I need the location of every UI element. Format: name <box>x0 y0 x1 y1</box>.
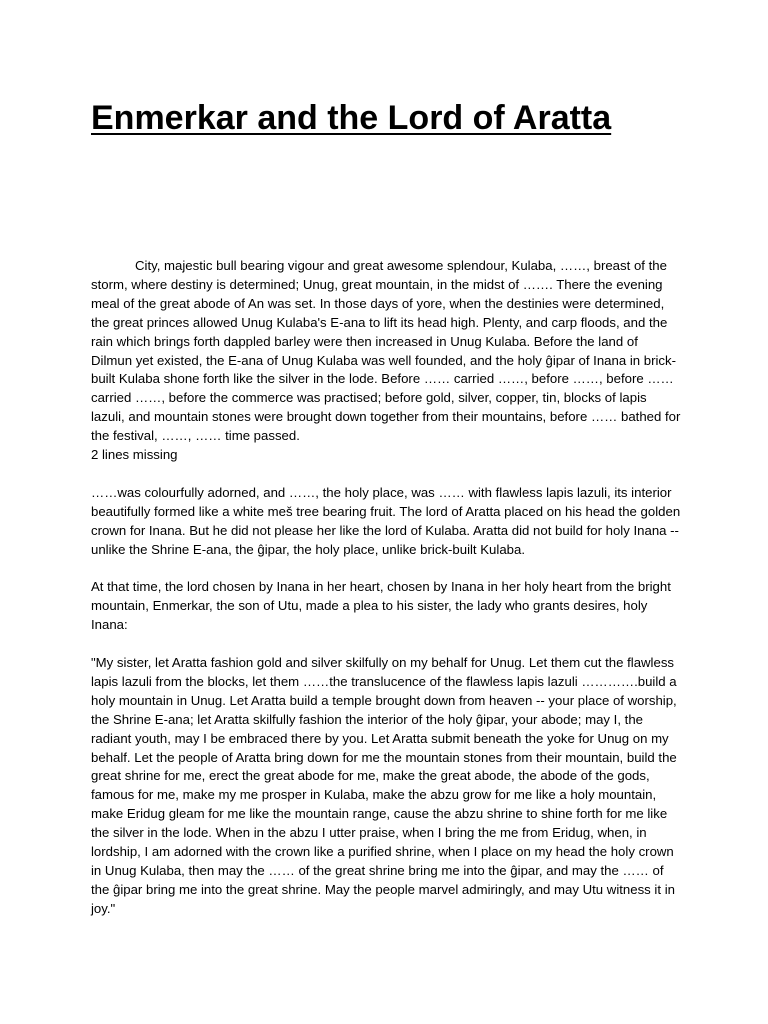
missing-lines-note: 2 lines missing <box>91 447 178 463</box>
paragraph-plea: "My sister, let Aratta fashion gold and silver skilfully on my behalf for Unug. Let them cut the flawless lapis lazuli from the blocks, let them ……the translucence of the flawless lapis lazuli ………….build a holy mountain in Unug. Let Aratta build a temple brought down from heaven -- your place of worship, the Shrine E-ana; let Aratta skilfully fashion the interior of the holy ĝipar, your abode; may I, the radiant youth, may I be embraced there by you. Let Aratta submit beneath the yoke for Unug on my behalf. Let the people of Aratta bring down for me the mountain stones from their mountain, build the great shrine for me, erect the great abode for me, make the great abode, the abode of the gods, famous for me, make my me prosper in Kulaba, make the abzu grow for me like a holy mountain, make Eridug gleam for me like the mountain range, cause the abzu shrine to shine forth for me like the silver in the lode. When in the abzu I utter praise, when I bring the me from Eridug, when, in lordship, I am adorned with the crown like a purified shrine, when I place on my head the holy crown in Unug Kulaba, then may the …… of the great shrine bring me into the ĝipar, and may the …… of the ĝipar bring me into the great shrine. May the people marvel admiringly, and may Utu witness it in joy." <box>91 654 677 916</box>
document-title: Enmerkar and the Lord of Aratta <box>91 99 612 137</box>
document-body <box>91 257 681 919</box>
paragraph-city: City, majestic bull bearing vigour and great awesome splendour, Kulaba, ……, breast of the storm, where destiny is determined; Unug, great mountain, in the midst of ……. There the evening meal of the great abode of An was set. In those days of yore, when the destinies were determined, the great princes allowed Unug Kulaba's E-ana to lift its head high. Plenty, and carp floods, and the rain which brings forth dappled barley were then increased in Unug Kulaba. Before the land of Dilmun yet existed, the E-ana of Unug Kulaba was well founded, and the holy ĝipar of Inana in brick-built Kulaba shone forth like the silver in the lode. Before …… carried ……, before ……, before …… carried ……, before the commerce was practised; before gold, silver, copper, tin, blocks of lapis lazuli, and mountain stones were brought down together from their mountains, before …… bathed for the festival, ……, …… time passed. <box>91 258 681 444</box>
paragraph-enmerkar: At that time, the lord chosen by Inana in her heart, chosen by Inana in her holy heart from the bright mountain, Enmerkar, the son of Utu, made a plea to his sister, the lady who grants desires, holy Inana: <box>91 579 671 633</box>
paragraph-aratta: ……was colourfully adorned, and ……, the holy place, was …… with flawless lapis lazuli, its interior beautifully formed like a white meš tree bearing fruit. The lord of Aratta placed on his head the golden crown for Inana. But he did not please her like the lord of Kulaba. Aratta did not build for holy Inana -- unlike the Shrine E-ana, the ĝipar, the holy place, unlike brick-built Kulaba. <box>91 484 681 557</box>
